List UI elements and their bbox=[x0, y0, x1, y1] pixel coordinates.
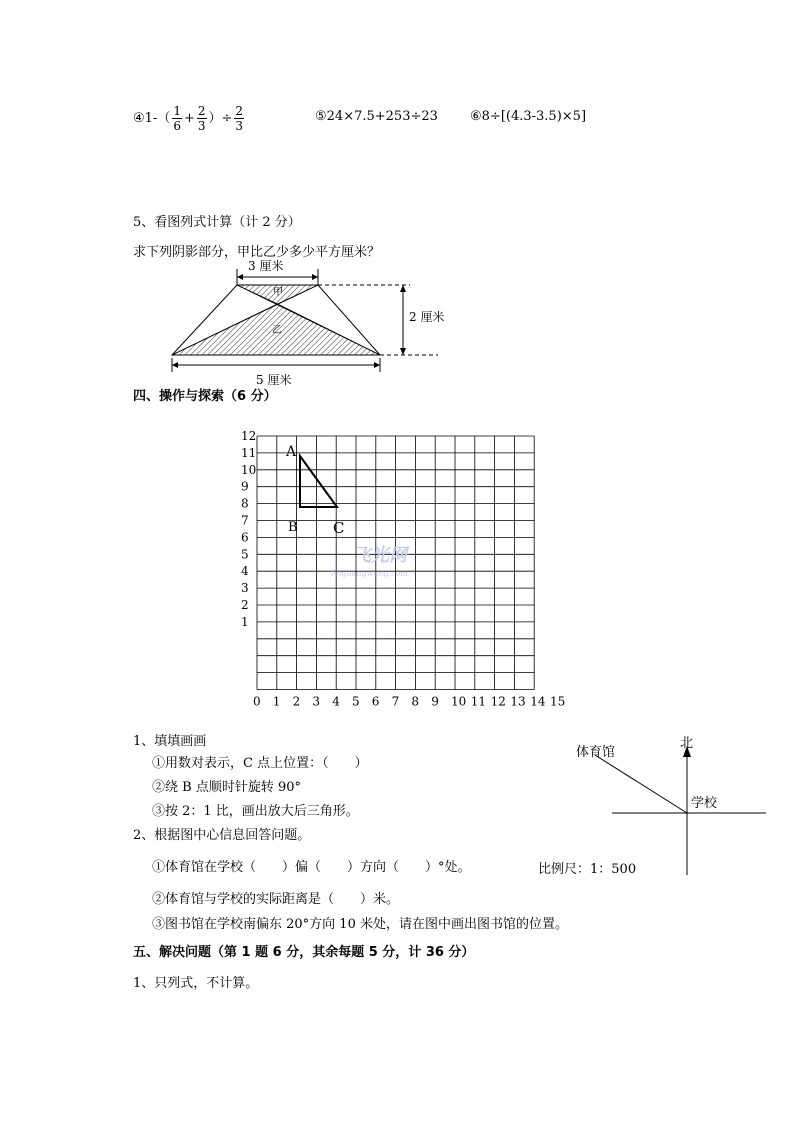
height-label: 2 厘米 bbox=[409, 310, 445, 324]
expr4-prefix: ④1-（ bbox=[133, 111, 171, 126]
q1-title: 1、填填画画 bbox=[133, 734, 207, 749]
x-axis-tick-label: 10 bbox=[451, 694, 467, 709]
coordinate-grid bbox=[235, 425, 570, 710]
expression-5: ⑤24×7.5+253÷23 bbox=[315, 109, 438, 124]
y-axis-tick-label: 4 bbox=[241, 564, 249, 579]
school-label: 学校 bbox=[691, 796, 718, 811]
jia-label: 甲 bbox=[273, 287, 283, 298]
expression-4 bbox=[133, 104, 246, 133]
y-axis-tick-label: 12 bbox=[241, 429, 257, 443]
point-c-label: C bbox=[333, 519, 345, 537]
x-axis-tick-label: 2 bbox=[292, 694, 301, 709]
q2-item-3: ③图书馆在学校南偏东 20°方向 10 米处，请在图中画出图书馆的位置。 bbox=[152, 917, 568, 932]
frac-den: 3 bbox=[197, 119, 206, 133]
frac-den: 6 bbox=[173, 119, 181, 133]
x-axis-tick-label: 6 bbox=[371, 694, 380, 709]
y-axis-tick-label: 7 bbox=[241, 513, 249, 528]
section5-q1: 1、只列式，不计算。 bbox=[133, 976, 259, 991]
x-axis-tick-label: 3 bbox=[312, 694, 321, 709]
x-axis-tick-label: 13 bbox=[510, 694, 526, 709]
frac-num: 2 bbox=[197, 104, 206, 118]
plus-sign: + bbox=[183, 111, 195, 126]
q5-question: 求下列阴影部分，甲比乙少多少平方厘米？ bbox=[133, 245, 381, 260]
scale-label: 比例尺：1：500 bbox=[538, 862, 637, 877]
q2-item-1: ①体育馆在学校（ ）偏（ ）方向（ ）°处。 bbox=[152, 860, 471, 875]
north-label: 北 bbox=[680, 736, 694, 751]
x-axis-tick-label: 11 bbox=[470, 694, 487, 709]
x-axis-tick-label: 8 bbox=[411, 694, 420, 709]
y-axis-tick-label: 5 bbox=[241, 547, 249, 562]
y-axis-tick-label: 8 bbox=[241, 496, 249, 511]
point-b-label: B bbox=[288, 520, 298, 535]
x-axis-tick-label: 9 bbox=[431, 694, 439, 709]
q2-title: 2、根据图中心信息回答问题。 bbox=[133, 828, 311, 843]
y-axis-tick-label: 9 bbox=[241, 479, 249, 494]
y-axis-tick-label: 3 bbox=[241, 581, 249, 596]
bottom-length-label: 5 厘米 bbox=[256, 373, 292, 387]
y-axis-tick-label: 10 bbox=[241, 462, 257, 477]
q1-item-2: ②绕 B 点顺时针旋转 90° bbox=[152, 780, 301, 795]
y-axis-tick-label: 6 bbox=[241, 530, 249, 545]
y-axis-tick-label: 11 bbox=[241, 445, 257, 460]
x-axis-tick-label: 1 bbox=[272, 694, 281, 709]
q1-item-1: ①用数对表示，C 点上位置：（ ） bbox=[152, 756, 368, 771]
frac-num: 1 bbox=[173, 104, 181, 118]
x-axis-tick-label: 14 bbox=[530, 694, 546, 709]
section4-title: 四、操作与探索（6 分） bbox=[133, 389, 277, 404]
trapezoid-figure bbox=[160, 255, 460, 390]
q2-item-2: ②体育馆与学校的实际距离是（ ）米。 bbox=[152, 892, 400, 907]
triangle-abc bbox=[300, 456, 337, 507]
expr4-mid: ）÷ bbox=[208, 111, 233, 126]
x-axis-tick-label: 0 bbox=[253, 694, 261, 709]
gym-label: 体育馆 bbox=[576, 745, 616, 760]
fraction-1-6 bbox=[172, 104, 182, 133]
point-a-label: A bbox=[286, 444, 297, 460]
compass-diagram bbox=[570, 730, 780, 880]
frac-den: 3 bbox=[235, 119, 244, 133]
fraction-2-3-divisor bbox=[234, 104, 244, 133]
fraction-2-3 bbox=[197, 104, 207, 133]
q5-title: 5、看图列式计算（计 2 分） bbox=[133, 215, 301, 230]
x-axis-tick-label: 7 bbox=[391, 694, 400, 709]
y-axis-tick-label: 2 bbox=[241, 598, 249, 612]
x-axis-tick-label: 15 bbox=[550, 694, 566, 709]
q1-item-3: ③按 2：1 比，画出放大后三角形。 bbox=[152, 804, 359, 819]
top-length-label: 3 厘米 bbox=[248, 259, 284, 273]
frac-num: 2 bbox=[235, 104, 244, 118]
x-axis-tick-label: 4 bbox=[332, 694, 340, 709]
watermark-url: feiguangwang.com bbox=[331, 569, 408, 578]
x-axis-tick-label: 5 bbox=[352, 694, 360, 709]
section5-title: 五、解决问题（第 1 题 6 分，其余每题 5 分，计 36 分） bbox=[133, 945, 475, 960]
y-axis-tick-label: 1 bbox=[241, 614, 249, 629]
yi-label: 乙 bbox=[272, 325, 282, 336]
expression-6: ⑥8÷[(4.3-3.5)×5] bbox=[470, 109, 587, 124]
watermark-logo: 飞光网 bbox=[353, 545, 407, 566]
x-axis-tick-label: 12 bbox=[490, 694, 506, 709]
